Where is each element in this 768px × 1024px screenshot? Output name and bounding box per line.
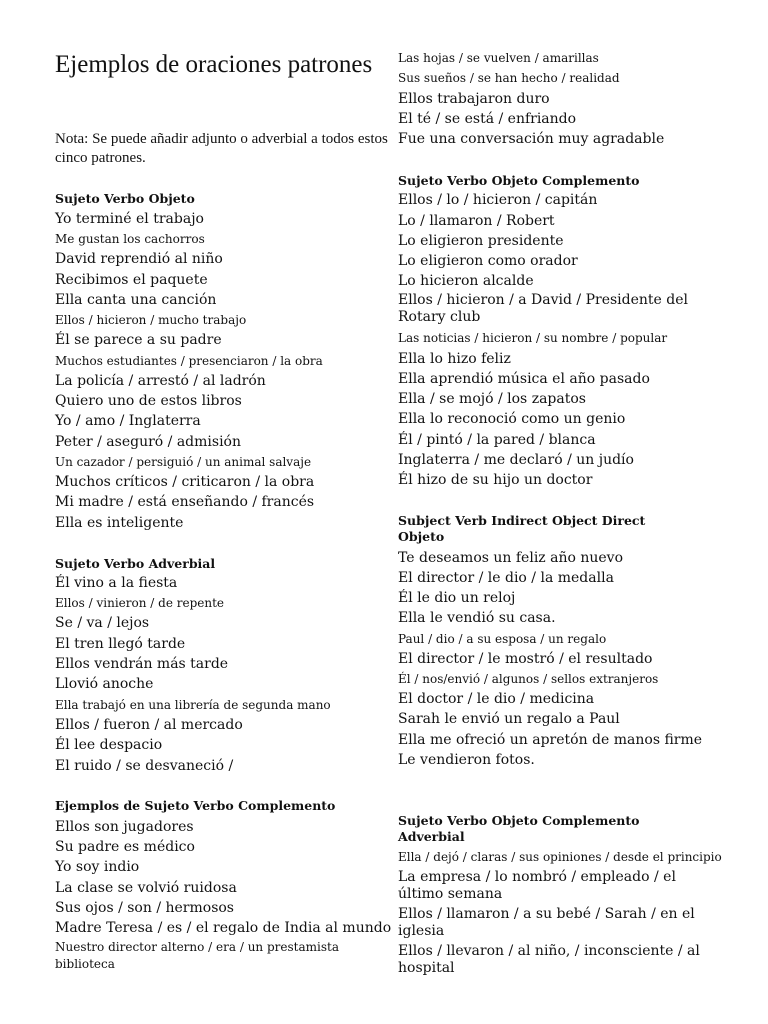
sentence-line: La empresa / lo nombró / empleado / el último semana bbox=[398, 869, 676, 902]
sentence-line: Mi madre / está enseñando / francés bbox=[55, 494, 315, 510]
sentence-line: Ella me ofreció un apretón de manos firme bbox=[398, 732, 703, 748]
sentence-line: Se / va / lejos bbox=[55, 615, 150, 631]
sentence-line: Le vendieron fotos. bbox=[398, 752, 535, 768]
sentence-line: Sus sueños / se han hecho / realidad bbox=[398, 71, 620, 85]
note-paragraph: Nota: Se puede añadir adjunto o adverbial a todos estos cinco patrones. bbox=[55, 131, 388, 166]
sentence-line: Yo soy indio bbox=[55, 859, 140, 875]
sentence-line: Ella le vendió su casa. bbox=[398, 610, 556, 626]
section-heading: Sujeto Verbo Objeto bbox=[55, 191, 195, 206]
sentence-line: Lo eligieron como orador bbox=[398, 253, 578, 269]
sentence-line: Nuestro director alterno / era / un prestamista biblioteca bbox=[55, 940, 339, 971]
sentence-line: Muchos estudiantes / presenciaron / la obra bbox=[55, 354, 323, 368]
sentence-line: Su padre es médico bbox=[55, 839, 195, 855]
sentence-line: Peter / aseguró / admisión bbox=[55, 434, 241, 450]
sentence-line: Ellos trabajaron duro bbox=[398, 91, 550, 107]
sentence-line: Un cazador / persiguió / un animal salvaje bbox=[55, 455, 312, 469]
sentence-line: Ella trabajó en una librería de segunda mano bbox=[55, 698, 331, 712]
sentence-line: Ellos son jugadores bbox=[55, 819, 194, 835]
sentence-line: Él hizo de su hijo un doctor bbox=[398, 472, 593, 488]
sentence-line: Ella lo reconoció como un genio bbox=[398, 411, 626, 427]
sentence-line: Él / nos/envió / algunos / sellos extranjeros bbox=[398, 672, 659, 686]
sentence-line: La clase se volvió ruidosa bbox=[55, 880, 237, 896]
sentence-line: Las hojas / se vuelven / amarillas bbox=[398, 51, 599, 65]
sentence-line: Ellos / hicieron / a David / Presidente del Rotary club bbox=[398, 292, 689, 325]
sentence-line: La policía / arrestó / al ladrón bbox=[55, 373, 266, 389]
sentence-line: Te deseamos un feliz año nuevo bbox=[398, 550, 624, 566]
sentence-line: Recibimos el paquete bbox=[55, 272, 208, 288]
section-heading: Sujeto Verbo Objeto Complemento Adverbial bbox=[398, 813, 640, 844]
sentence-line: El ruido / se desvaneció / bbox=[55, 758, 234, 774]
sentence-line: Ellos / lo / hicieron / capitán bbox=[398, 192, 598, 208]
sentence-line: Quiero uno de estos libros bbox=[55, 393, 242, 409]
sentence-line: Ella / se mojó / los zapatos bbox=[398, 391, 586, 407]
sentence-line: Ellos / hicieron / mucho trabajo bbox=[55, 313, 247, 327]
sentence-line: Ellos / llamaron / a su bebé / Sarah / en el iglesia bbox=[398, 906, 695, 939]
sentence-line: Ella canta una canción bbox=[55, 292, 217, 308]
sentence-line: Él lee despacio bbox=[55, 737, 163, 753]
sentence-line: Sus ojos / son / hermosos bbox=[55, 900, 234, 916]
sentence-line: Ella es inteligente bbox=[55, 515, 184, 531]
sentence-line: Ellos / llevaron / al niño, / inconsciente / al hospital bbox=[398, 943, 700, 976]
sentence-line: Él / pintó / la pared / blanca bbox=[398, 432, 596, 448]
sentence-line: Madre Teresa / es / el regalo de India al mundo bbox=[55, 920, 392, 936]
sentence-line: Ella aprendió música el año pasado bbox=[398, 371, 650, 387]
page-title: Ejemplos de oraciones patrones bbox=[55, 51, 373, 78]
sentence-line: El director / le mostró / el resultado bbox=[398, 651, 653, 667]
sentence-line: Muchos críticos / criticaron / la obra bbox=[55, 474, 315, 490]
sentence-line: Lo / llamaron / Robert bbox=[398, 213, 555, 229]
sentence-line: Yo / amo / Inglaterra bbox=[55, 413, 201, 429]
sentence-line: Ella lo hizo feliz bbox=[398, 351, 511, 367]
sentence-line: Él vino a la fiesta bbox=[55, 575, 178, 591]
sentence-line: Sarah le envió un regalo a Paul bbox=[398, 711, 620, 727]
sentence-line: Lo eligieron presidente bbox=[398, 233, 564, 249]
sentence-line: Ellos / vinieron / de repente bbox=[55, 596, 225, 610]
sentence-line: Ella / dejó / claras / sus opiniones / desde el principio bbox=[398, 850, 722, 864]
sentence-line: El té / se está / enfriando bbox=[398, 111, 577, 127]
sentence-line: Paul / dio / a su esposa / un regalo bbox=[398, 632, 607, 646]
section-heading: Sujeto Verbo Objeto Complemento bbox=[398, 173, 640, 188]
sentence-line: Me gustan los cachorros bbox=[55, 232, 205, 246]
sentence-line: Ellos vendrán más tarde bbox=[55, 656, 229, 672]
sentence-line: El tren llegó tarde bbox=[55, 636, 186, 652]
sentence-line: David reprendió al niño bbox=[55, 251, 223, 267]
sentence-line: El doctor / le dio / medicina bbox=[398, 691, 595, 707]
sentence-line: Él le dio un reloj bbox=[398, 590, 516, 606]
sentence-line: Lo hicieron alcalde bbox=[398, 273, 534, 289]
sentence-line: Él se parece a su padre bbox=[55, 332, 222, 348]
section-heading: Ejemplos de Sujeto Verbo Complemento bbox=[55, 798, 336, 813]
sentence-line: Yo terminé el trabajo bbox=[55, 211, 204, 227]
section-heading: Sujeto Verbo Adverbial bbox=[55, 556, 216, 571]
section-heading: Subject Verb Indirect Object Direct Objeto bbox=[398, 513, 646, 544]
sentence-line: Inglaterra / me declaró / un judío bbox=[398, 452, 634, 468]
sentence-line: Fue una conversación muy agradable bbox=[398, 131, 665, 147]
sentence-line: Ellos / fueron / al mercado bbox=[55, 717, 243, 733]
sentence-line: Llovió anoche bbox=[55, 676, 154, 692]
sentence-line: Las noticias / hicieron / su nombre / popular bbox=[398, 331, 668, 345]
sentence-line: El director / le dio / la medalla bbox=[398, 570, 614, 586]
